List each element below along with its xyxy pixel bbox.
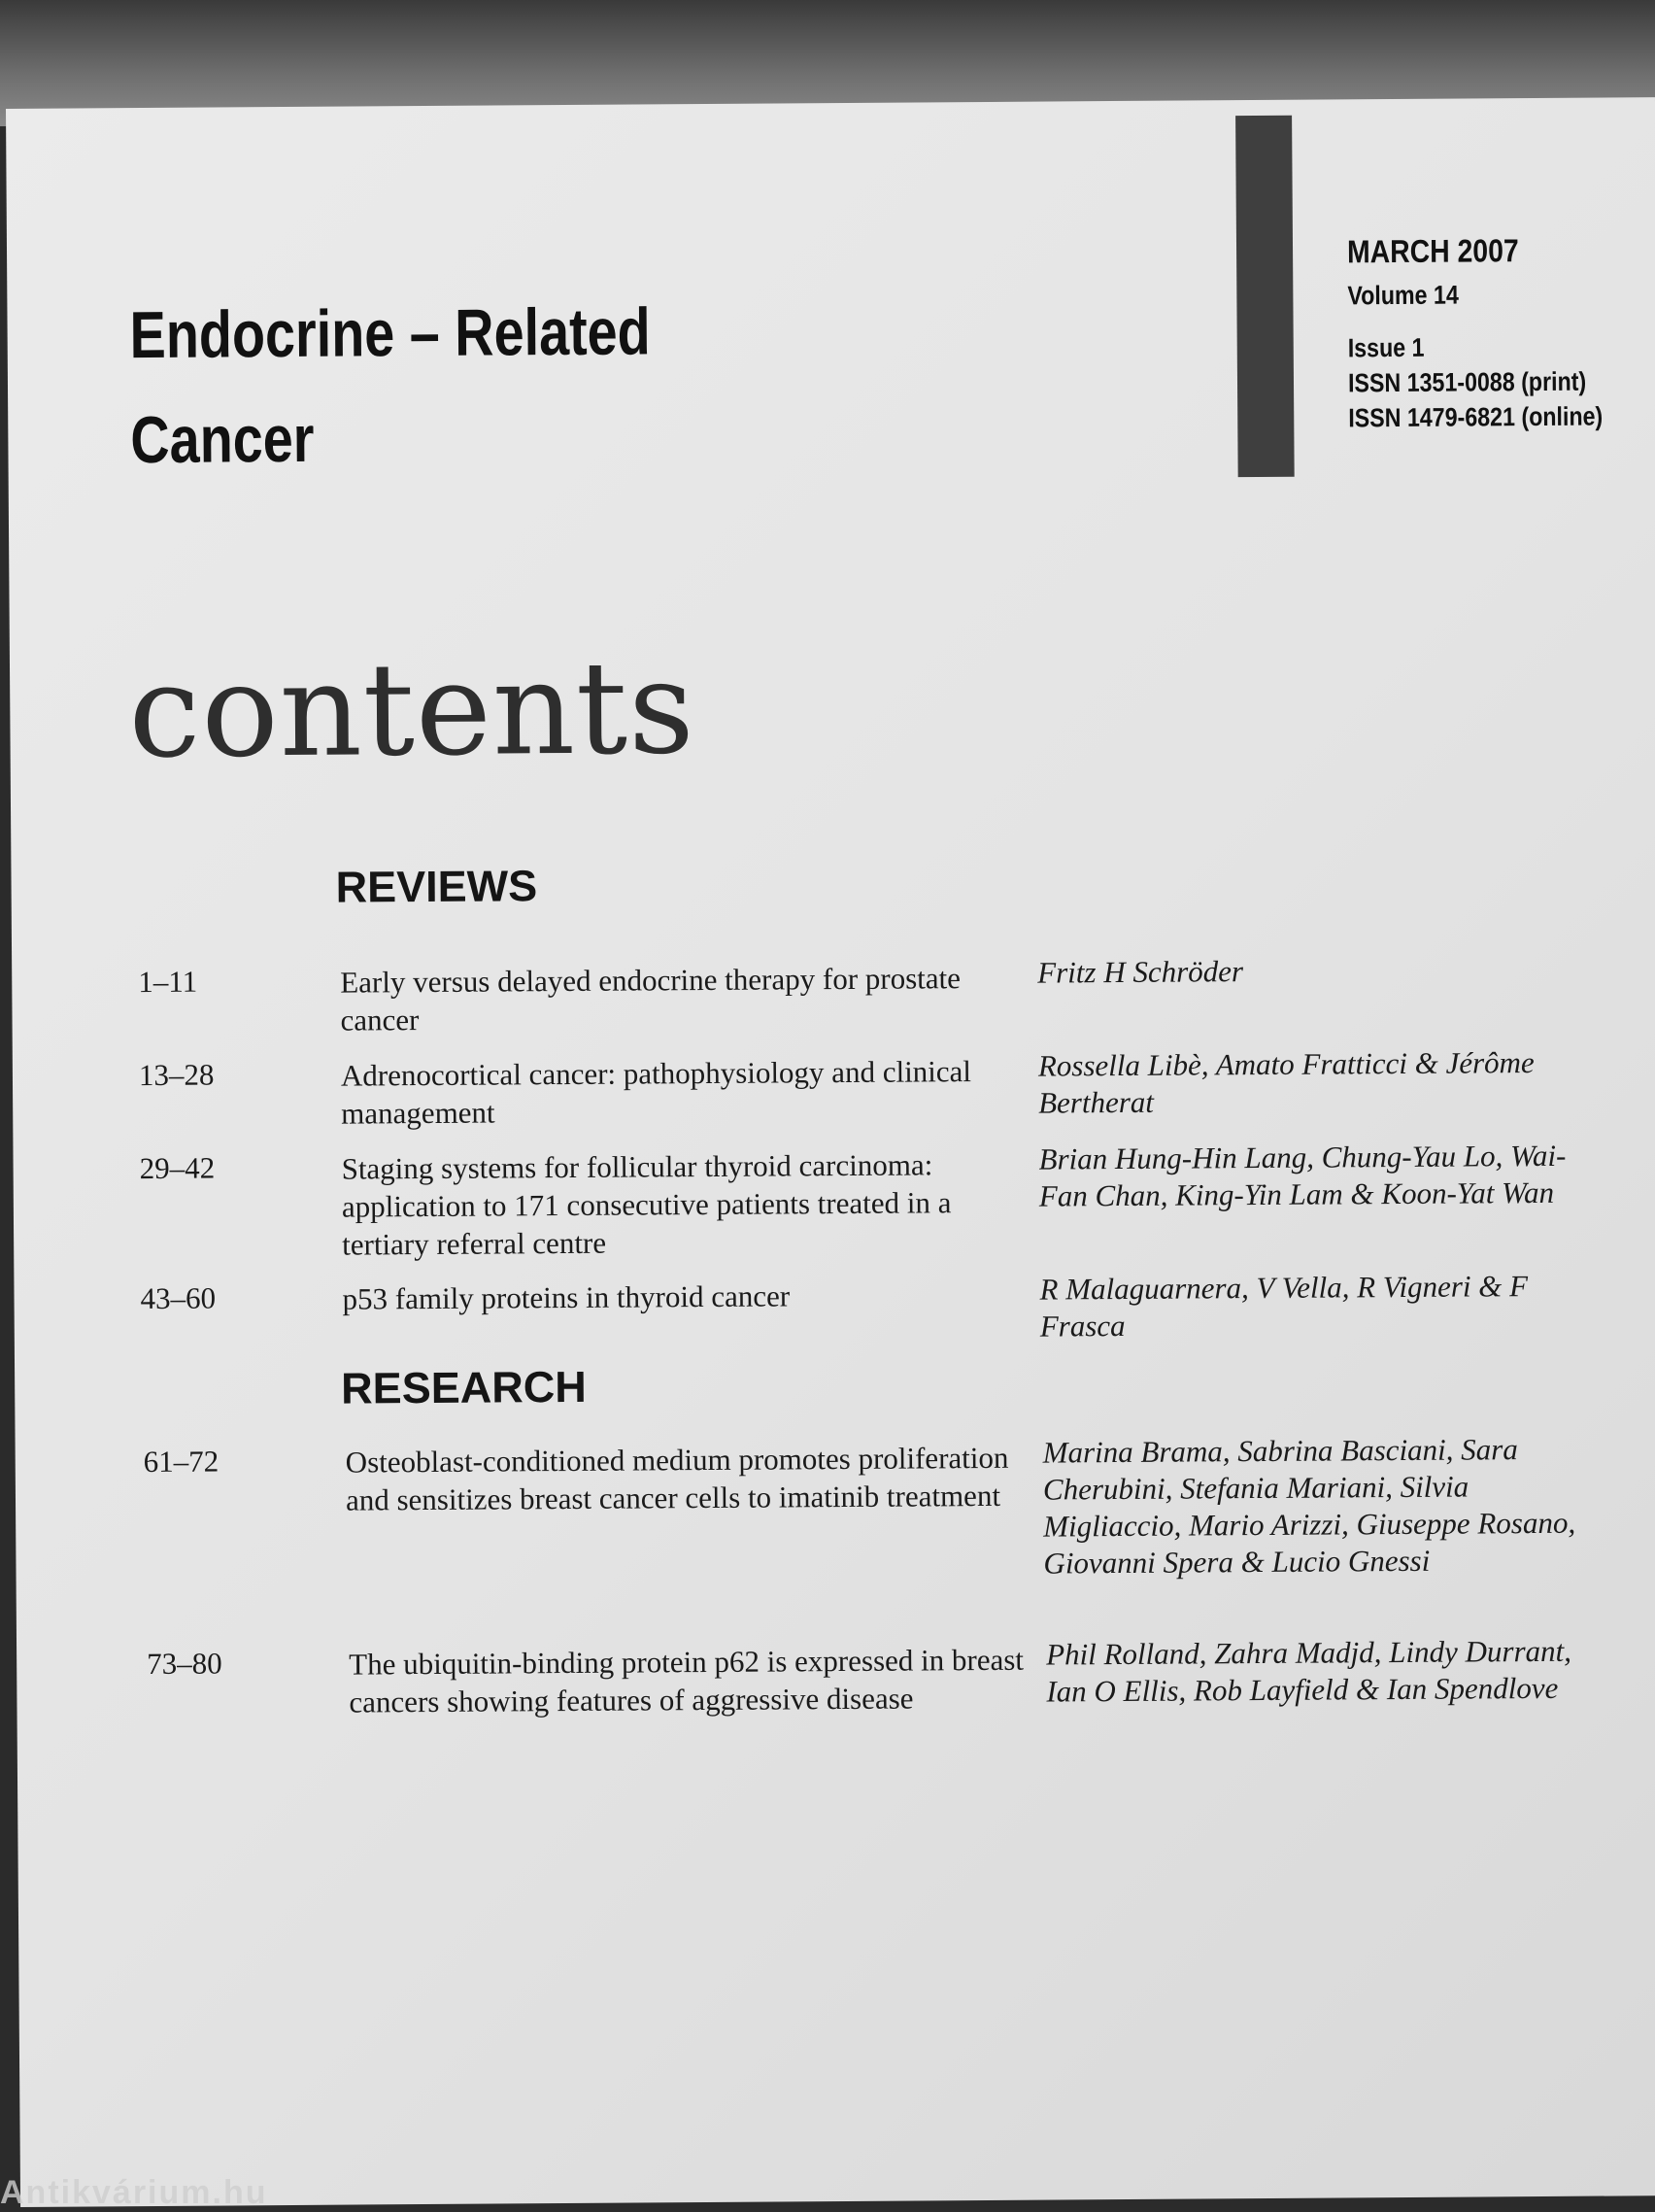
entry-title: Early versus delayed endocrine therapy for prostate cancer (340, 961, 962, 1038)
watermark: Antikvárium.hu (0, 2174, 268, 2211)
entry-authors: Marina Brama, Sabrina Basciani, Sara Cherubini, Stefania Mariani, Silvia Migliaccio, Mario Arizzi, Giuseppe Rosano, Giovanni Spera & Lucio Gnessi (1042, 1432, 1576, 1581)
journal-title-line2: Cancer (130, 401, 315, 478)
entry-pages: 29–42 (139, 1150, 216, 1186)
journal-title (129, 279, 652, 493)
issn-online: ISSN 1479-6821 (online) (1348, 401, 1604, 433)
section-research: RESEARCH (341, 1361, 587, 1413)
entry-authors: Phil Rolland, Zahra Madjd, Lindy Durrant, Ian O Ellis, Rob Layfield & Ian Spendlove (1046, 1633, 1572, 1709)
entry-authors: Brian Hung-Hin Lang, Chung-Yau Lo, Wai-Fan Chan, King-Yin Lam & Koon-Yat Wan (1038, 1138, 1567, 1213)
entry-pages: 61–72 (143, 1444, 220, 1480)
entry-pages: 43–60 (140, 1280, 217, 1316)
entry-authors: R Malaguarnera, V Vella, R Vigneri & F Frasca (1039, 1269, 1529, 1344)
page-heading: contents (127, 633, 696, 788)
entry-authors: Rossella Libè, Amato Fratticci & Jérôme Bertherat (1037, 1045, 1535, 1120)
decorative-bar (1235, 116, 1295, 477)
entry-title: p53 family proteins in thyroid cancer (342, 1278, 791, 1316)
issue-info (1347, 232, 1603, 436)
journal-title-line1: Endocrine – Related (129, 294, 651, 373)
issue-volume: Volume 14 (1347, 280, 1459, 311)
entry-pages: 13–28 (138, 1057, 215, 1093)
issue-month: MARCH 2007 (1346, 232, 1519, 270)
issue-number: Issue 1 (1347, 332, 1425, 363)
entry-title: The ubiquitin-binding protein p62 is expressed in breast cancers showing features of aggressive disease (349, 1642, 1025, 1719)
entry-pages: 1–11 (138, 964, 198, 1000)
entry-authors: Fritz H Schröder (1037, 954, 1244, 990)
issn-print: ISSN 1351-0088 (print) (1347, 366, 1587, 398)
entry-title: Adrenocortical cancer: pathophysiology and clinical management (340, 1054, 972, 1131)
section-reviews: REVIEWS (335, 861, 538, 912)
entry-pages: 73–80 (147, 1646, 222, 1682)
entry-title: Osteoblast-conditioned medium promotes proliferation and sensitizes breast cancer cells to imatinib treatment (345, 1440, 1009, 1517)
entry-title: Staging systems for follicular thyroid carcinoma: application to 171 consecutive patients treated in a tertiary referral centre (341, 1147, 952, 1262)
contents-page (6, 97, 1655, 2207)
